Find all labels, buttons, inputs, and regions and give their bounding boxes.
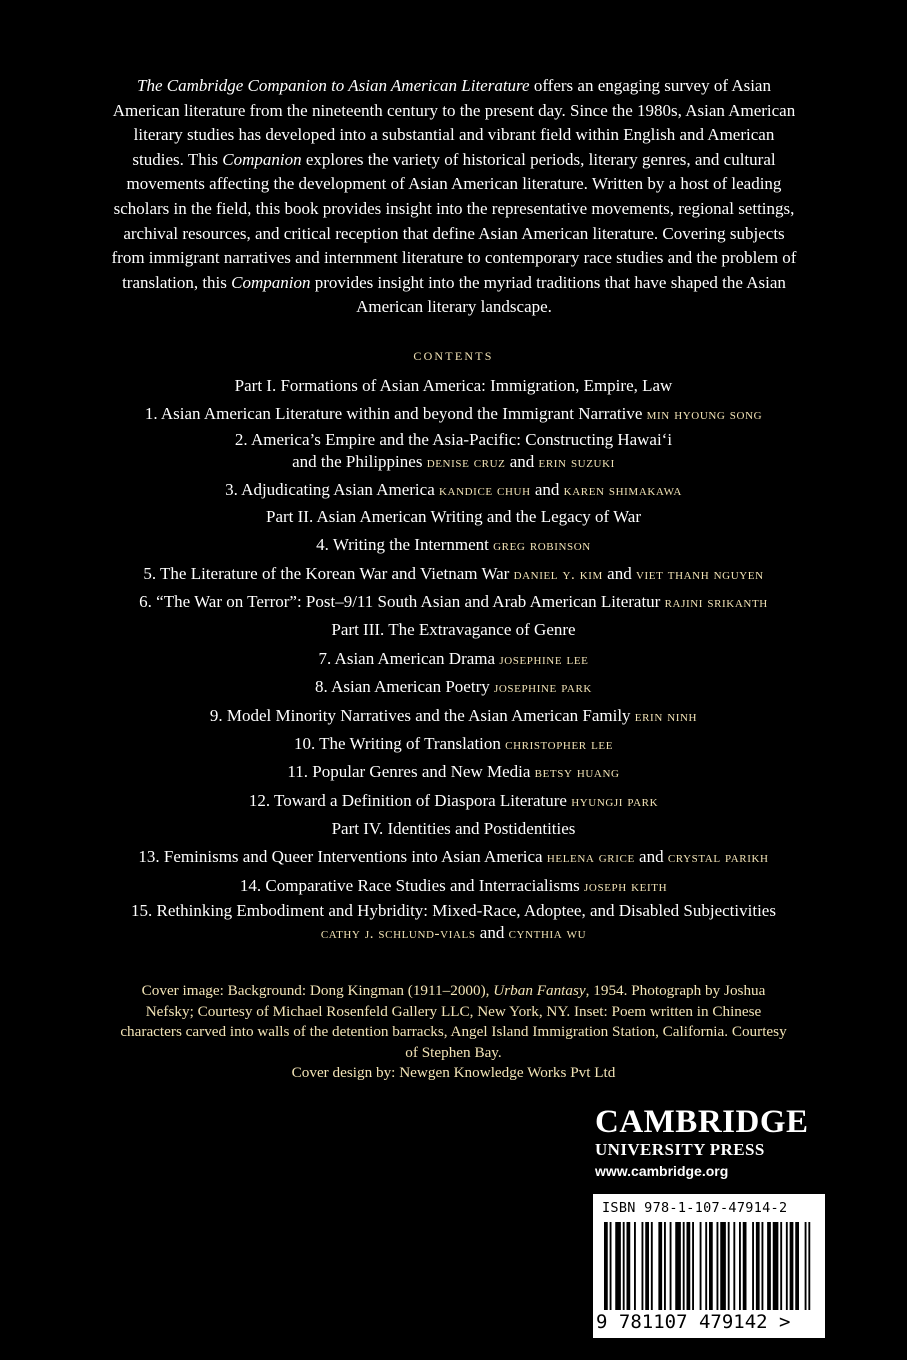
- chapter-entry: [0, 787, 907, 815]
- barcode-bar: [645, 1222, 649, 1310]
- part-heading: [0, 372, 907, 400]
- chapter-title: and the Philippines: [292, 451, 427, 471]
- barcode-bar: [692, 1222, 694, 1310]
- barcode-bar: [739, 1222, 741, 1310]
- table-of-contents: [0, 372, 907, 944]
- publisher-name: CAMBRIDGE: [595, 1104, 809, 1140]
- chapter-title: 9. Model Minority Narratives and the Asian American Family: [209, 705, 635, 725]
- chapter-author: christopher lee: [505, 736, 614, 753]
- chapter-title: 1. Asian American Literature within and beyond the Immigrant Narrative: [144, 404, 647, 424]
- chapter-author: karen shimakawa: [563, 482, 682, 499]
- chapter-author: hyungji park: [571, 793, 659, 810]
- barcode-bar: [805, 1222, 807, 1310]
- and-word: and: [475, 923, 509, 943]
- barcode-bar: [675, 1222, 681, 1310]
- and-word: and: [530, 479, 564, 499]
- chapter-title: 15. Rethinking Embodiment and Hybridity: Mixed-Race, Adoptee, and Disabled Subjectivities: [131, 901, 776, 921]
- isbn-label: ISBN 978-1-107-47914-2: [602, 1200, 788, 1216]
- and-word: and: [602, 563, 636, 583]
- chapter-entry-continued: [0, 922, 907, 944]
- barcode-bars: [604, 1222, 814, 1310]
- chapter-title: 12. Toward a Definition of Diaspora Literature: [248, 790, 572, 810]
- book-title: The Cambridge Companion to Asian American Literature: [137, 76, 530, 95]
- chapter-author: cathy j. schlund-vials: [320, 926, 476, 943]
- chapter-author: greg robinson: [493, 538, 591, 555]
- blurb-text: explores the variety of historical periods, literary genres, and cultural movements affecting the development of Asian American literature. Written by a host of leading scholars in the field, this book provides insight into the representative movements, regional settings, archival resources, and critical reception that define Asian American literature. Covering subjects from immigrant narratives and internment literature to contemporary race studies and the problem of translation, this: [111, 149, 797, 292]
- barcode-bar: [743, 1222, 747, 1310]
- part-title: Part IV. Identities and Postidentities: [331, 819, 576, 839]
- barcode-bar: [658, 1222, 662, 1310]
- chapter-entry: [0, 702, 907, 730]
- barcode-bar: [756, 1222, 760, 1310]
- chapter-entry: [0, 758, 907, 786]
- barcode-bar: [762, 1222, 764, 1310]
- chapter-entry: [0, 560, 907, 588]
- barcode-bar: [786, 1222, 788, 1310]
- companion-word: Companion: [222, 149, 302, 169]
- chapter-title: 6. “The War on Terror”: Post–9/11 South Asian and Arab American Literatur: [139, 591, 665, 611]
- barcode-bar: [717, 1222, 719, 1310]
- barcode-bar: [623, 1222, 625, 1310]
- barcode-bar: [670, 1222, 672, 1310]
- barcode-bar: [634, 1222, 636, 1310]
- chapter-entry: [0, 588, 907, 616]
- blurb-text: offers an engaging survey of Asian American literature from the nineteenth century to the present day. Since the 1980s, Asian American literary studies has developed into a substantial and vibrant field within English and American studies. This: [112, 76, 796, 169]
- cover-credits: [118, 981, 789, 1084]
- barcode-bar: [728, 1222, 730, 1310]
- chapter-author: denise cruz: [426, 454, 506, 471]
- barcode-bar: [767, 1222, 771, 1310]
- part-heading: [0, 616, 907, 644]
- barcode-bar: [627, 1222, 631, 1310]
- credit-text: , 1954. Photograph by Joshua Nefsky; Courtesy of Michael Rosenfeld Gallery LLC, New York, NY. Inset: Poem written in Chinese characters carved into walls of the detention barracks, Angel Island Immigration Station, California. Courtesy of Stephen Bay.: [120, 982, 787, 1061]
- chapter-entry: [0, 730, 907, 758]
- chapter-author: rajini srikanth: [664, 594, 768, 611]
- barcode-bar: [651, 1222, 653, 1310]
- blurb-text: provides insight into the myriad traditions that have shaped the Asian American literary landscape.: [310, 272, 786, 317]
- isbn-barcode: [593, 1194, 825, 1338]
- barcode-digits: 9 781107 479142 >: [596, 1311, 791, 1333]
- cover-design-credit: Cover design by: Newgen Knowledge Works Pvt Ltd: [291, 1064, 616, 1081]
- part-title: Part I. Formations of Asian America: Immigration, Empire, Law: [234, 376, 673, 395]
- chapter-entry: [0, 531, 907, 559]
- chapter-author: daniel y. kim: [513, 566, 603, 583]
- chapter-author: erin suzuki: [538, 454, 615, 471]
- chapter-title: 2. America’s Empire and the Asia-Pacific: Constructing Hawai‘i: [234, 429, 673, 449]
- companion-word: Companion: [231, 272, 311, 292]
- cover-image-credit: [118, 981, 789, 1063]
- barcode-bar: [773, 1222, 779, 1310]
- chapter-title: 11. Popular Genres and New Media: [287, 762, 535, 782]
- chapter-title: 7. Asian American Drama: [318, 648, 500, 668]
- barcode-bar: [808, 1222, 810, 1310]
- chapter-author: min hyoung song: [646, 407, 763, 424]
- barcode-bar: [709, 1222, 713, 1310]
- barcode-bar: [790, 1222, 794, 1310]
- barcode-bar: [795, 1222, 799, 1310]
- barcode-bar: [610, 1222, 612, 1310]
- chapter-title: 4. Writing the Internment: [316, 535, 494, 555]
- part-title: Part II. Asian American Writing and the Legacy of War: [266, 506, 641, 526]
- chapter-author: kandice chuh: [439, 482, 531, 499]
- and-word: and: [505, 451, 539, 471]
- barcode-bar: [780, 1222, 782, 1310]
- contents-heading: CONTENTS: [413, 349, 494, 363]
- barcode-bar: [642, 1222, 644, 1310]
- chapter-entry: [0, 473, 907, 503]
- chapter-author: crystal parikh: [667, 850, 769, 867]
- barcode-bar: [733, 1222, 735, 1310]
- chapter-author: betsy huang: [534, 765, 620, 782]
- credit-text: Cover image: Background: Dong Kingman (1911–2000),: [141, 982, 494, 999]
- chapter-title: 3. Adjudicating Asian America: [225, 479, 439, 499]
- chapter-entry: [0, 645, 907, 673]
- barcode-bar: [705, 1222, 707, 1310]
- chapter-author: viet thanh nguyen: [635, 566, 764, 583]
- chapter-title: 13. Feminisms and Queer Interventions into Asian America: [138, 847, 547, 867]
- chapter-title: 10. The Writing of Translation: [293, 733, 506, 753]
- chapter-author: josephine park: [494, 680, 592, 697]
- chapter-author: erin ninh: [634, 708, 698, 725]
- chapter-title: 5. The Literature of the Korean War and Vietnam War: [143, 563, 514, 583]
- part-heading: [0, 815, 907, 843]
- chapter-entry: [0, 429, 907, 451]
- chapter-author: helena grice: [546, 850, 635, 867]
- back-cover-blurb: [110, 74, 798, 320]
- chapter-author: josephine lee: [499, 651, 589, 668]
- chapter-entry: [0, 400, 907, 428]
- chapter-title: 14. Comparative Race Studies and Interracialisms: [239, 875, 585, 895]
- barcode-bar: [752, 1222, 754, 1310]
- barcode-bar: [664, 1222, 666, 1310]
- barcode-bar: [604, 1222, 608, 1310]
- chapter-entry: [0, 872, 907, 900]
- chapter-entry: [0, 673, 907, 701]
- part-heading: [0, 503, 907, 531]
- chapter-author: joseph keith: [584, 878, 668, 895]
- barcode-bar: [720, 1222, 726, 1310]
- publisher-logo: [595, 1104, 835, 1182]
- barcode-bar: [700, 1222, 702, 1310]
- chapter-title: 8. Asian American Poetry: [315, 677, 494, 697]
- part-title: Part III. The Extravagance of Genre: [331, 620, 576, 640]
- barcode-bar: [687, 1222, 691, 1310]
- chapter-entry: [0, 900, 907, 922]
- barcode-bar: [615, 1222, 621, 1310]
- chapter-entry: [0, 843, 907, 871]
- chapter-author: cynthia wu: [508, 926, 587, 943]
- chapter-entry-continued: [0, 451, 907, 473]
- publisher-subtitle: UNIVERSITY PRESS: [595, 1140, 765, 1159]
- publisher-url: www.cambridge.org: [595, 1163, 729, 1179]
- artwork-title: Urban Fantasy: [493, 982, 586, 999]
- and-word: and: [634, 847, 668, 867]
- barcode-bar: [683, 1222, 685, 1310]
